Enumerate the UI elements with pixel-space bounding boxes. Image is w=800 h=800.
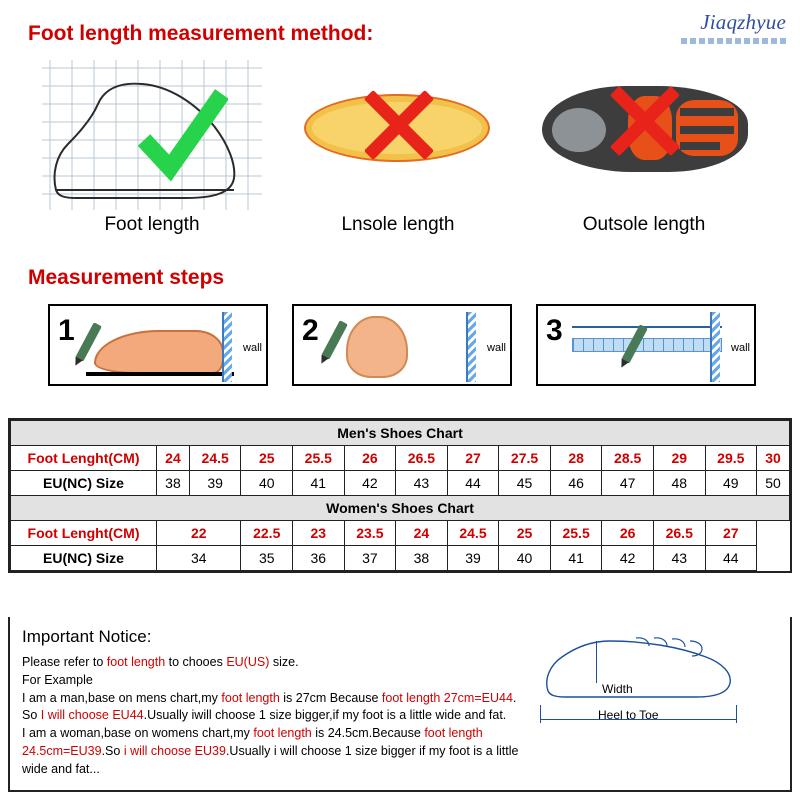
wall-label: wall — [487, 342, 506, 354]
cell: 27 — [705, 521, 757, 546]
cell: 43 — [653, 546, 705, 571]
foot-bottom-icon — [346, 316, 408, 378]
cell: 47 — [602, 471, 654, 496]
panel-foot-length — [32, 52, 272, 252]
mens-chart-title: Men's Shoes Chart — [11, 421, 790, 446]
wall-icon — [710, 312, 720, 382]
table-row — [11, 546, 790, 571]
cell: 25 — [241, 446, 293, 471]
cell: 27 — [447, 446, 499, 471]
cell: 38 — [396, 546, 448, 571]
panel-outsole-length — [524, 52, 764, 252]
cross-mark-icon — [602, 78, 688, 164]
panel-insole-length — [278, 52, 518, 252]
cell: 26 — [602, 521, 654, 546]
cell: 26 — [344, 446, 396, 471]
notice-line: Please refer to foot length to chooes EU(US) size. — [22, 655, 299, 670]
table-row — [11, 471, 790, 496]
cell: 44 — [705, 546, 757, 571]
cell: 39 — [447, 546, 499, 571]
cell: 43 — [396, 471, 448, 496]
wall-icon — [222, 312, 232, 382]
steps-title: Measurement steps — [28, 266, 225, 289]
method-title: Foot length measurement method: — [28, 22, 374, 45]
cell: 28 — [550, 446, 602, 471]
cell: 45 — [499, 471, 551, 496]
baseline — [86, 372, 234, 376]
step-2 — [292, 304, 512, 386]
brand-name: Jiaqzhyue — [700, 10, 786, 34]
cell: 36 — [293, 546, 345, 571]
cell: 35 — [241, 546, 293, 571]
check-mark-icon — [138, 88, 228, 184]
foot-dimensions-diagram — [530, 627, 750, 747]
cell: 29 — [653, 446, 705, 471]
cell: 26.5 — [653, 521, 705, 546]
size-chart-table — [8, 418, 792, 573]
cell: 41 — [550, 546, 602, 571]
wall-label: wall — [731, 342, 750, 354]
cell: 22 — [157, 521, 241, 546]
step-3 — [536, 304, 756, 386]
notice-line: I am a man,base on mens chart,my foot length is 27cm Because foot length 27cm=EU44. — [22, 690, 517, 705]
cell: 25.5 — [293, 446, 345, 471]
cell: 40 — [499, 546, 551, 571]
row-label: EU(NC) Size — [11, 471, 157, 496]
foot-outline-icon — [540, 629, 738, 703]
notice-title: Important Notice: — [22, 627, 152, 646]
cell: 28.5 — [602, 446, 654, 471]
panel-caption: Lnsole length — [341, 214, 455, 235]
cell: 40 — [241, 471, 293, 496]
table-row — [11, 521, 790, 546]
cell: 42 — [602, 546, 654, 571]
row-label: Foot Lenght(CM) — [11, 521, 157, 546]
cell: 25.5 — [550, 521, 602, 546]
cell: 37 — [344, 546, 396, 571]
step-1 — [48, 304, 268, 386]
panel-caption: Foot length — [104, 214, 200, 235]
cell: 23.5 — [344, 521, 396, 546]
cell: 50 — [757, 471, 790, 496]
cell: 25 — [499, 521, 551, 546]
cell: 42 — [344, 471, 396, 496]
womens-chart-title: Women's Shoes Chart — [11, 496, 790, 521]
cell: 34 — [157, 546, 241, 571]
cell: 48 — [653, 471, 705, 496]
length-tick-right — [736, 705, 737, 723]
method-panels — [32, 52, 768, 252]
ruler-icon — [572, 338, 722, 352]
step-number: 1 — [58, 314, 75, 347]
notice-line: 24.5cm=EU39.So i will choose EU39.Usually i will choose 1 size bigger if my foot is a little — [22, 743, 519, 758]
cell: 49 — [705, 471, 757, 496]
panel-caption: Outsole length — [582, 214, 706, 235]
insole-icon — [278, 52, 518, 212]
cell: 44 — [447, 471, 499, 496]
table-band-row — [11, 496, 790, 521]
table-band-row — [11, 421, 790, 446]
cell: 27.5 — [499, 446, 551, 471]
wall-label: wall — [243, 342, 262, 354]
step-number: 3 — [546, 314, 563, 347]
brand-block — [681, 10, 786, 44]
cell: 24 — [157, 446, 190, 471]
cell: 46 — [550, 471, 602, 496]
measurement-steps — [48, 304, 756, 390]
length-label: Heel to Toe — [598, 708, 659, 722]
foot-side-icon — [94, 330, 224, 374]
step-number: 2 — [302, 314, 319, 347]
width-label: Width — [602, 682, 633, 696]
cell: 22.5 — [241, 521, 293, 546]
cell: 24 — [396, 521, 448, 546]
cross-mark-icon — [356, 82, 442, 168]
cell: 30 — [757, 446, 790, 471]
cell: 26.5 — [396, 446, 448, 471]
row-label: Foot Lenght(CM) — [11, 446, 157, 471]
cell: 23 — [293, 521, 345, 546]
notice-line: I am a woman,base on womens chart,my foot length is 24.5cm.Because foot length — [22, 726, 483, 741]
foot-grid-icon — [32, 52, 272, 212]
outsole-icon — [524, 52, 764, 212]
pencil-icon — [321, 320, 348, 360]
length-tick-left — [540, 705, 541, 723]
notice-line: So I will choose EU44.Usually iwill choose 1 size bigger,if my foot is a little wide and fat. — [22, 708, 507, 723]
important-notice — [8, 617, 792, 792]
wall-icon — [466, 312, 476, 382]
cell: 24.5 — [189, 446, 241, 471]
notice-line: For Example — [22, 672, 93, 687]
cell: 24.5 — [447, 521, 499, 546]
notice-line: wide and fat... — [22, 761, 100, 776]
cell: 38 — [157, 471, 190, 496]
brand-dots-icon — [681, 38, 786, 44]
width-arrow — [596, 641, 597, 683]
cell: 39 — [189, 471, 241, 496]
table-row — [11, 446, 790, 471]
cell: 29.5 — [705, 446, 757, 471]
cell: 41 — [293, 471, 345, 496]
row-label: EU(NC) Size — [11, 546, 157, 571]
